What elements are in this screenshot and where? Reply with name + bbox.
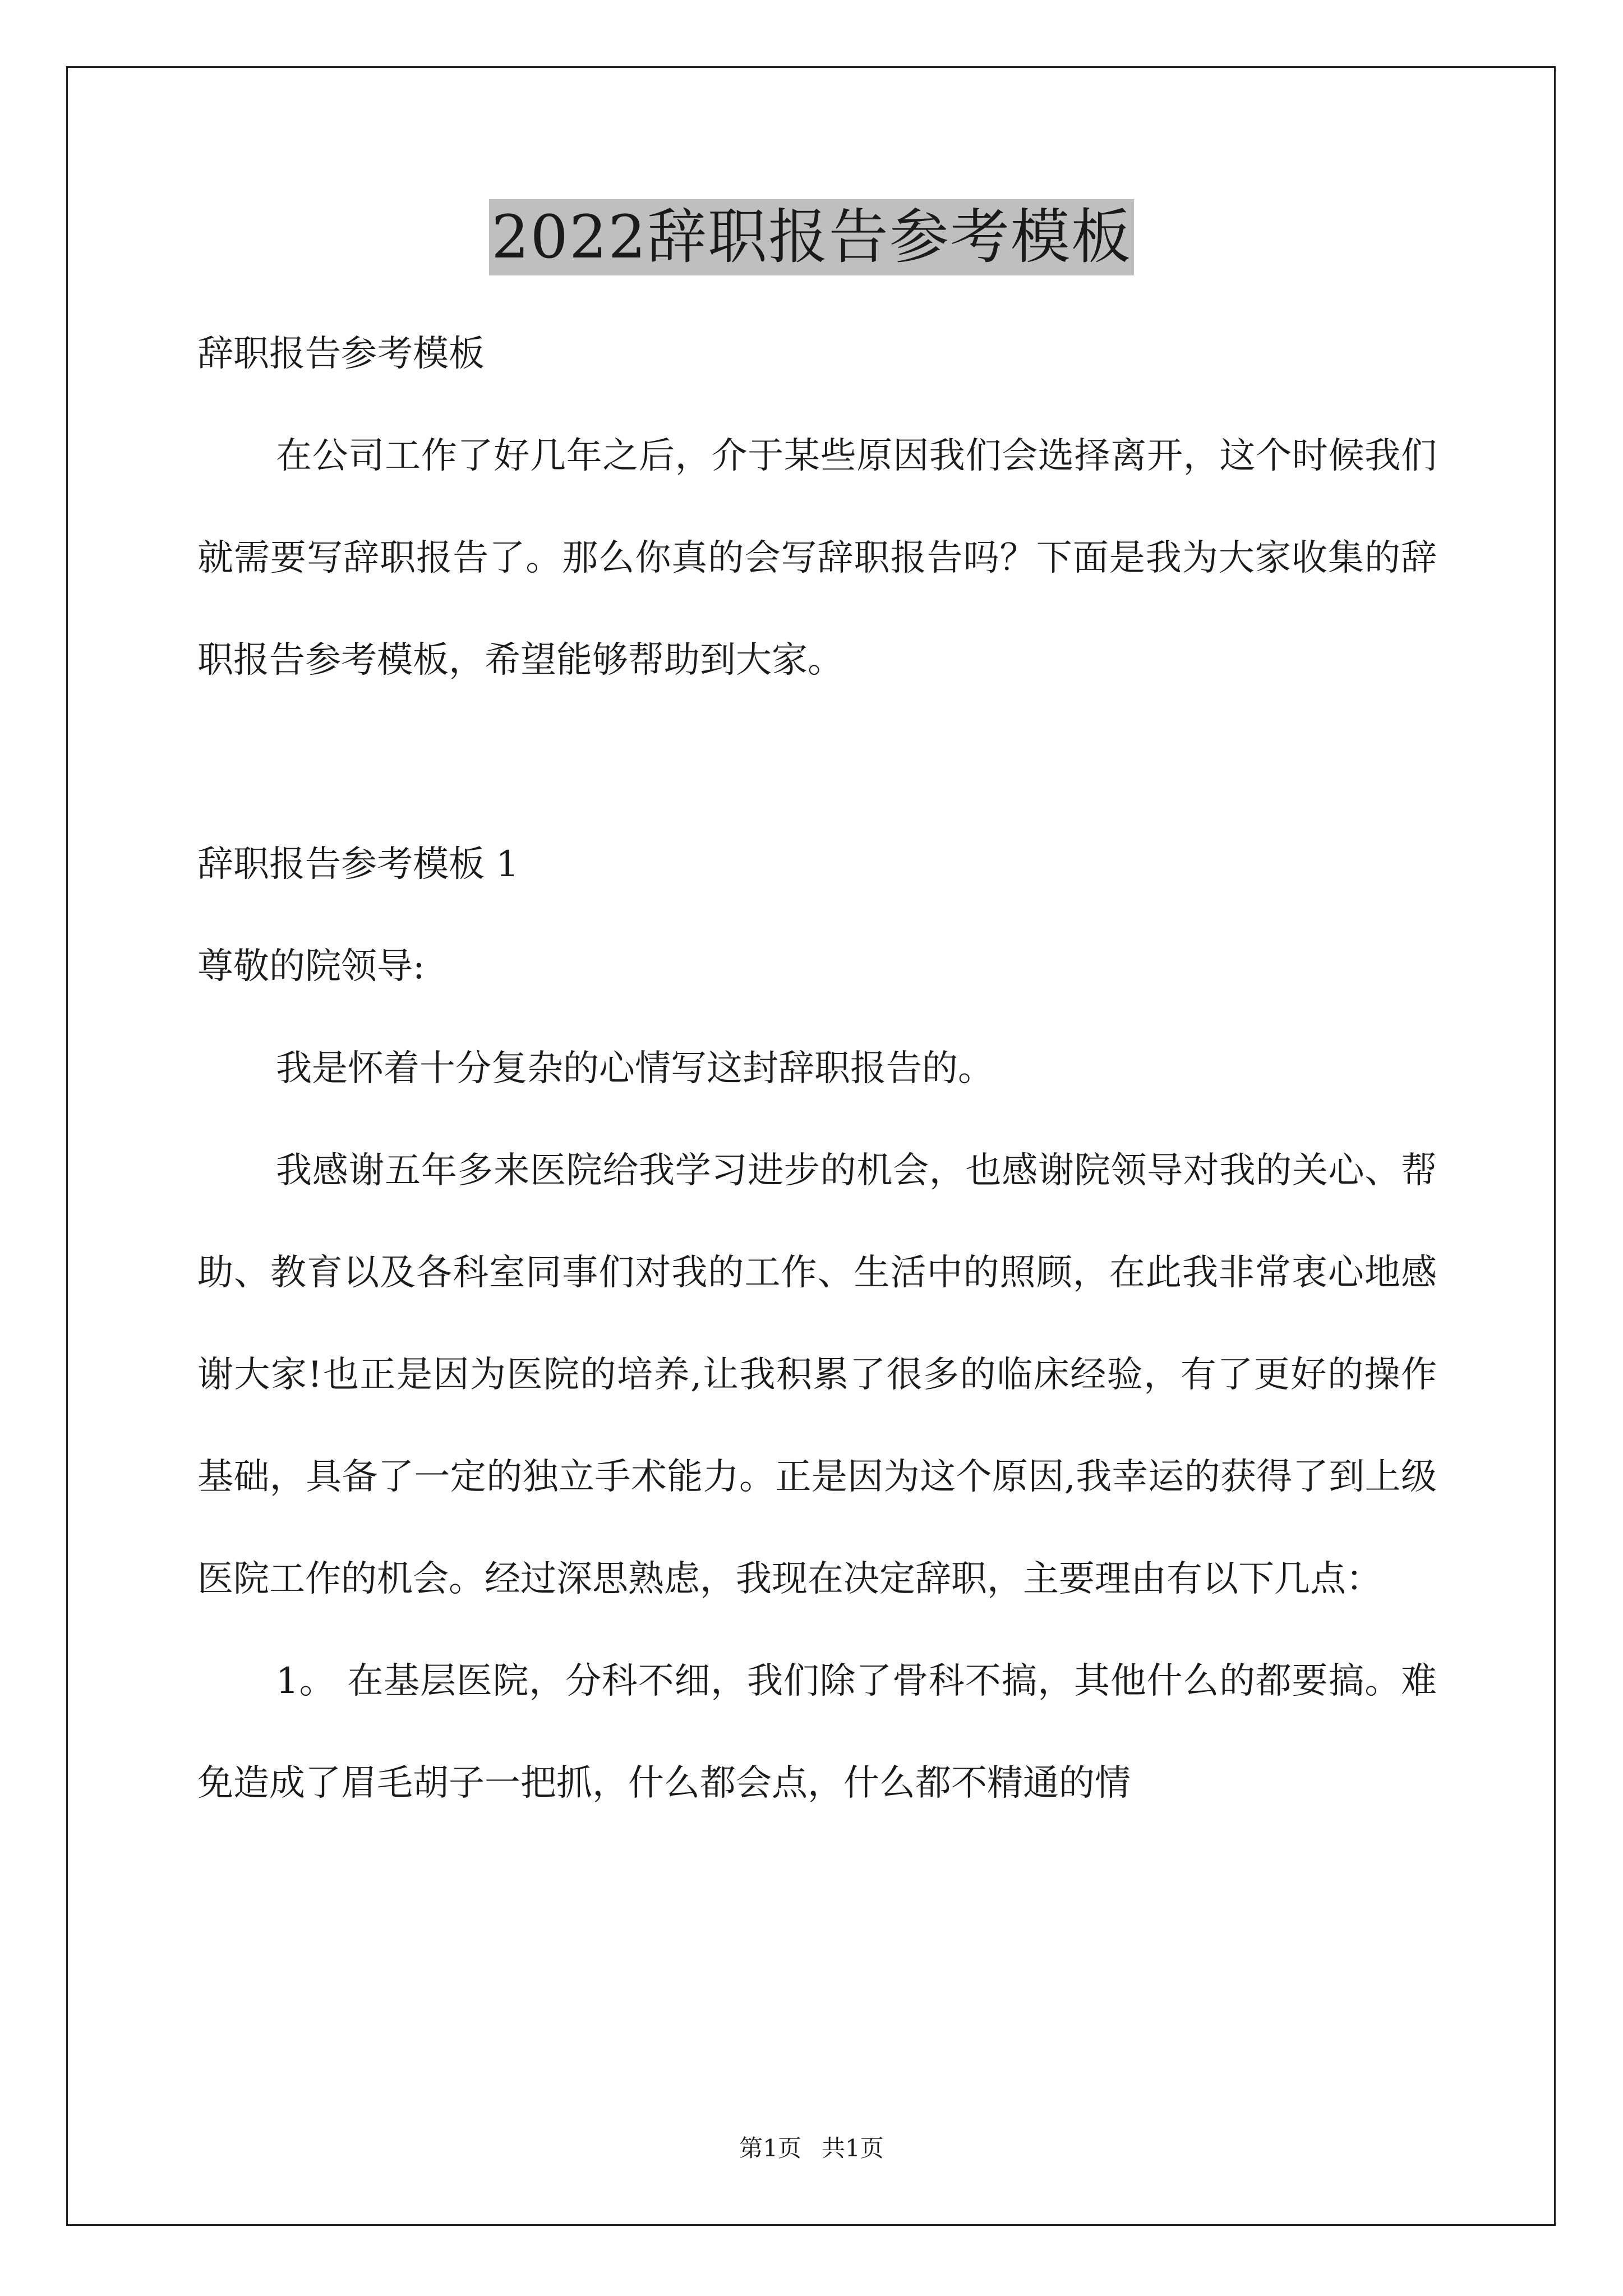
page-footer	[0, 2132, 1623, 2165]
document-body	[197, 303, 1437, 1834]
page-total: 共1页	[822, 2134, 884, 2162]
section-heading: 辞职报告参考模板 1	[197, 844, 519, 885]
intro-paragraph: 在公司工作了好几年之后，介于某些原因我们会选择离开，这个时候我们就需要写辞职报告了。那么你真的会写辞职报告吗？下面是我为大家收集的辞职报告参考模板，希望能够帮助到大家。	[197, 435, 1437, 681]
title-wrap	[0, 199, 1623, 275]
salutation: 尊敬的院领导:	[197, 946, 425, 987]
body-paragraph: 我感谢五年多来医院给我学习进步的机会，也感谢院领导对我的关心、帮助、教育以及各科室同事们对我的工作、生活中的照顾，在此我非常衷心地感谢大家!也正是因为医院的培养,让我积累了很多的临床经验，有了更好的操作基础，具备了一定的独立手术能力。正是因为这个原因,我幸运的获得了到上级医院工作的机会。经过深思熟虑，我现在决定辞职，主要理由有以下几点：	[197, 1150, 1437, 1600]
page-number: 第1页	[739, 2134, 801, 2162]
numbered-paragraph: 1。 在基层医院，分科不细，我们除了骨科不搞，其他什么的都要搞。难免造成了眉毛胡子一把抓，什么都会点，什么都不精通的情	[197, 1660, 1437, 1804]
document-title: 2022辞职报告参考模板	[489, 199, 1134, 275]
subtitle-paragraph: 辞职报告参考模板	[197, 333, 485, 375]
paragraph-spacer	[197, 711, 1437, 813]
body-paragraph: 我是怀着十分复杂的心情写这封辞职报告的。	[276, 1048, 994, 1089]
